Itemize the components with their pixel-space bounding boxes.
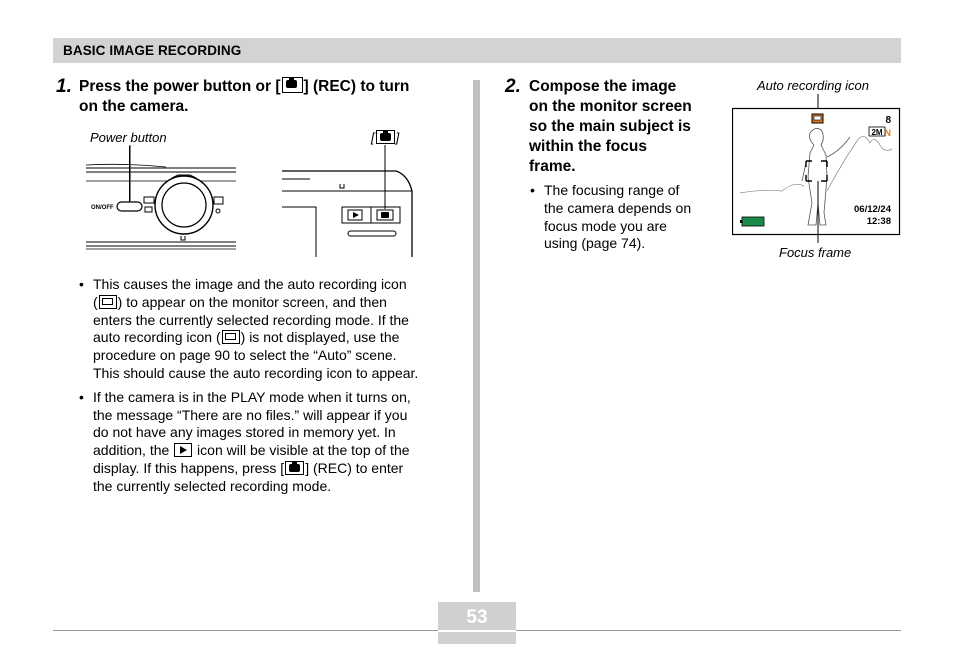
column-divider bbox=[473, 80, 480, 592]
bullet-text: addition, the bbox=[93, 442, 174, 459]
bullet-line: This should cause the auto recording icon to appear. bbox=[93, 364, 419, 381]
bullet-text: ] (REC) to enter bbox=[305, 459, 404, 476]
time-readout: 12:38 bbox=[866, 216, 891, 227]
power-button-caption: Power button bbox=[90, 130, 167, 145]
camera-icon bbox=[285, 461, 304, 475]
bullet-line: • If the camera is in the PLAY mode when it turns on, bbox=[93, 388, 411, 405]
bullet-line: the currently selected recording mode. bbox=[93, 477, 332, 494]
step-2-line: Compose the image bbox=[529, 78, 677, 95]
step-2-line: so the main subject is bbox=[529, 118, 691, 135]
bullet-line: • This causes the image and the auto recording icon bbox=[93, 276, 407, 292]
bullet-text: ) to appear on the monitor screen, and then bbox=[117, 293, 387, 310]
step-2-bullet-1 bbox=[529, 182, 719, 253]
rec-caption-close: ] bbox=[395, 130, 400, 145]
auto-recording-icon bbox=[222, 330, 240, 344]
step-1-text-b: ] (REC) to turn bbox=[303, 78, 410, 95]
play-icon bbox=[174, 443, 192, 457]
step-2-line: within the focus bbox=[529, 138, 647, 155]
camera-caption-icon bbox=[376, 130, 395, 144]
step-2-instruction bbox=[529, 77, 692, 177]
rec-caption-open: [ bbox=[371, 130, 375, 145]
step-1-text-c: on the camera. bbox=[79, 98, 189, 115]
rec-button-caption bbox=[371, 130, 399, 145]
step-2-number: 2. bbox=[505, 76, 521, 97]
step-2-line: frame. bbox=[529, 158, 576, 175]
bullet-line: procedure on page 90 to select the “Auto” scene. bbox=[93, 347, 397, 364]
step-1-bullet-2 bbox=[78, 389, 458, 496]
step-1-instruction bbox=[79, 77, 409, 117]
bullet-text: icon will be visible at the top of the bbox=[193, 442, 410, 459]
step-2-bullet-list bbox=[529, 182, 719, 259]
section-title: BASIC IMAGE RECORDING bbox=[63, 43, 242, 58]
step-1-number: 1. bbox=[56, 76, 72, 97]
bullet-line: • The focusing range of bbox=[544, 182, 680, 198]
camera-back-illustration bbox=[280, 145, 415, 260]
step-1-bullet-list bbox=[78, 276, 458, 502]
page-number: 53 bbox=[466, 607, 488, 628]
battery-icon bbox=[742, 217, 764, 226]
shots-remaining: 8 bbox=[885, 115, 891, 126]
date-readout: 06/12/24 bbox=[854, 204, 891, 215]
camera-top-illustration bbox=[86, 145, 238, 257]
section-header bbox=[53, 38, 901, 63]
step-1-bullet-1 bbox=[78, 276, 458, 383]
bullet-line: using (page 74). bbox=[544, 235, 646, 252]
camera-icon bbox=[282, 77, 303, 93]
bullet-line: focus mode you are bbox=[544, 217, 667, 234]
monitor-screen-illustration bbox=[732, 93, 904, 243]
bullet-line: the message “There are no files.” will appear if you bbox=[93, 406, 408, 423]
focus-frame-caption: Focus frame bbox=[779, 245, 852, 260]
page-box-stripe bbox=[438, 630, 516, 632]
onoff-label: ON/OFF bbox=[91, 205, 114, 211]
bullet-text: ) is not displayed, use the bbox=[240, 329, 400, 346]
bullet-line: enters the currently selected recording mode. If the bbox=[93, 311, 409, 328]
bullet-line: do not have any images stored in memory yet. In bbox=[93, 424, 396, 441]
step-1-text-a: Press the power button or [ bbox=[79, 78, 281, 95]
auto-recording-icon-caption: Auto recording icon bbox=[757, 78, 870, 93]
image-quality: N bbox=[884, 128, 891, 138]
bullet-text: ( bbox=[93, 293, 98, 310]
image-size: 2M bbox=[871, 128, 883, 137]
bullet-text: auto recording icon ( bbox=[93, 329, 221, 346]
page-number-box bbox=[438, 602, 516, 644]
bullet-text: display. If this happens, press [ bbox=[93, 459, 285, 476]
bullet-line: the camera depends on bbox=[544, 199, 692, 216]
auto-recording-icon bbox=[99, 295, 117, 309]
power-button-leader bbox=[129, 146, 130, 202]
step-2-line: on the monitor screen bbox=[529, 98, 692, 115]
